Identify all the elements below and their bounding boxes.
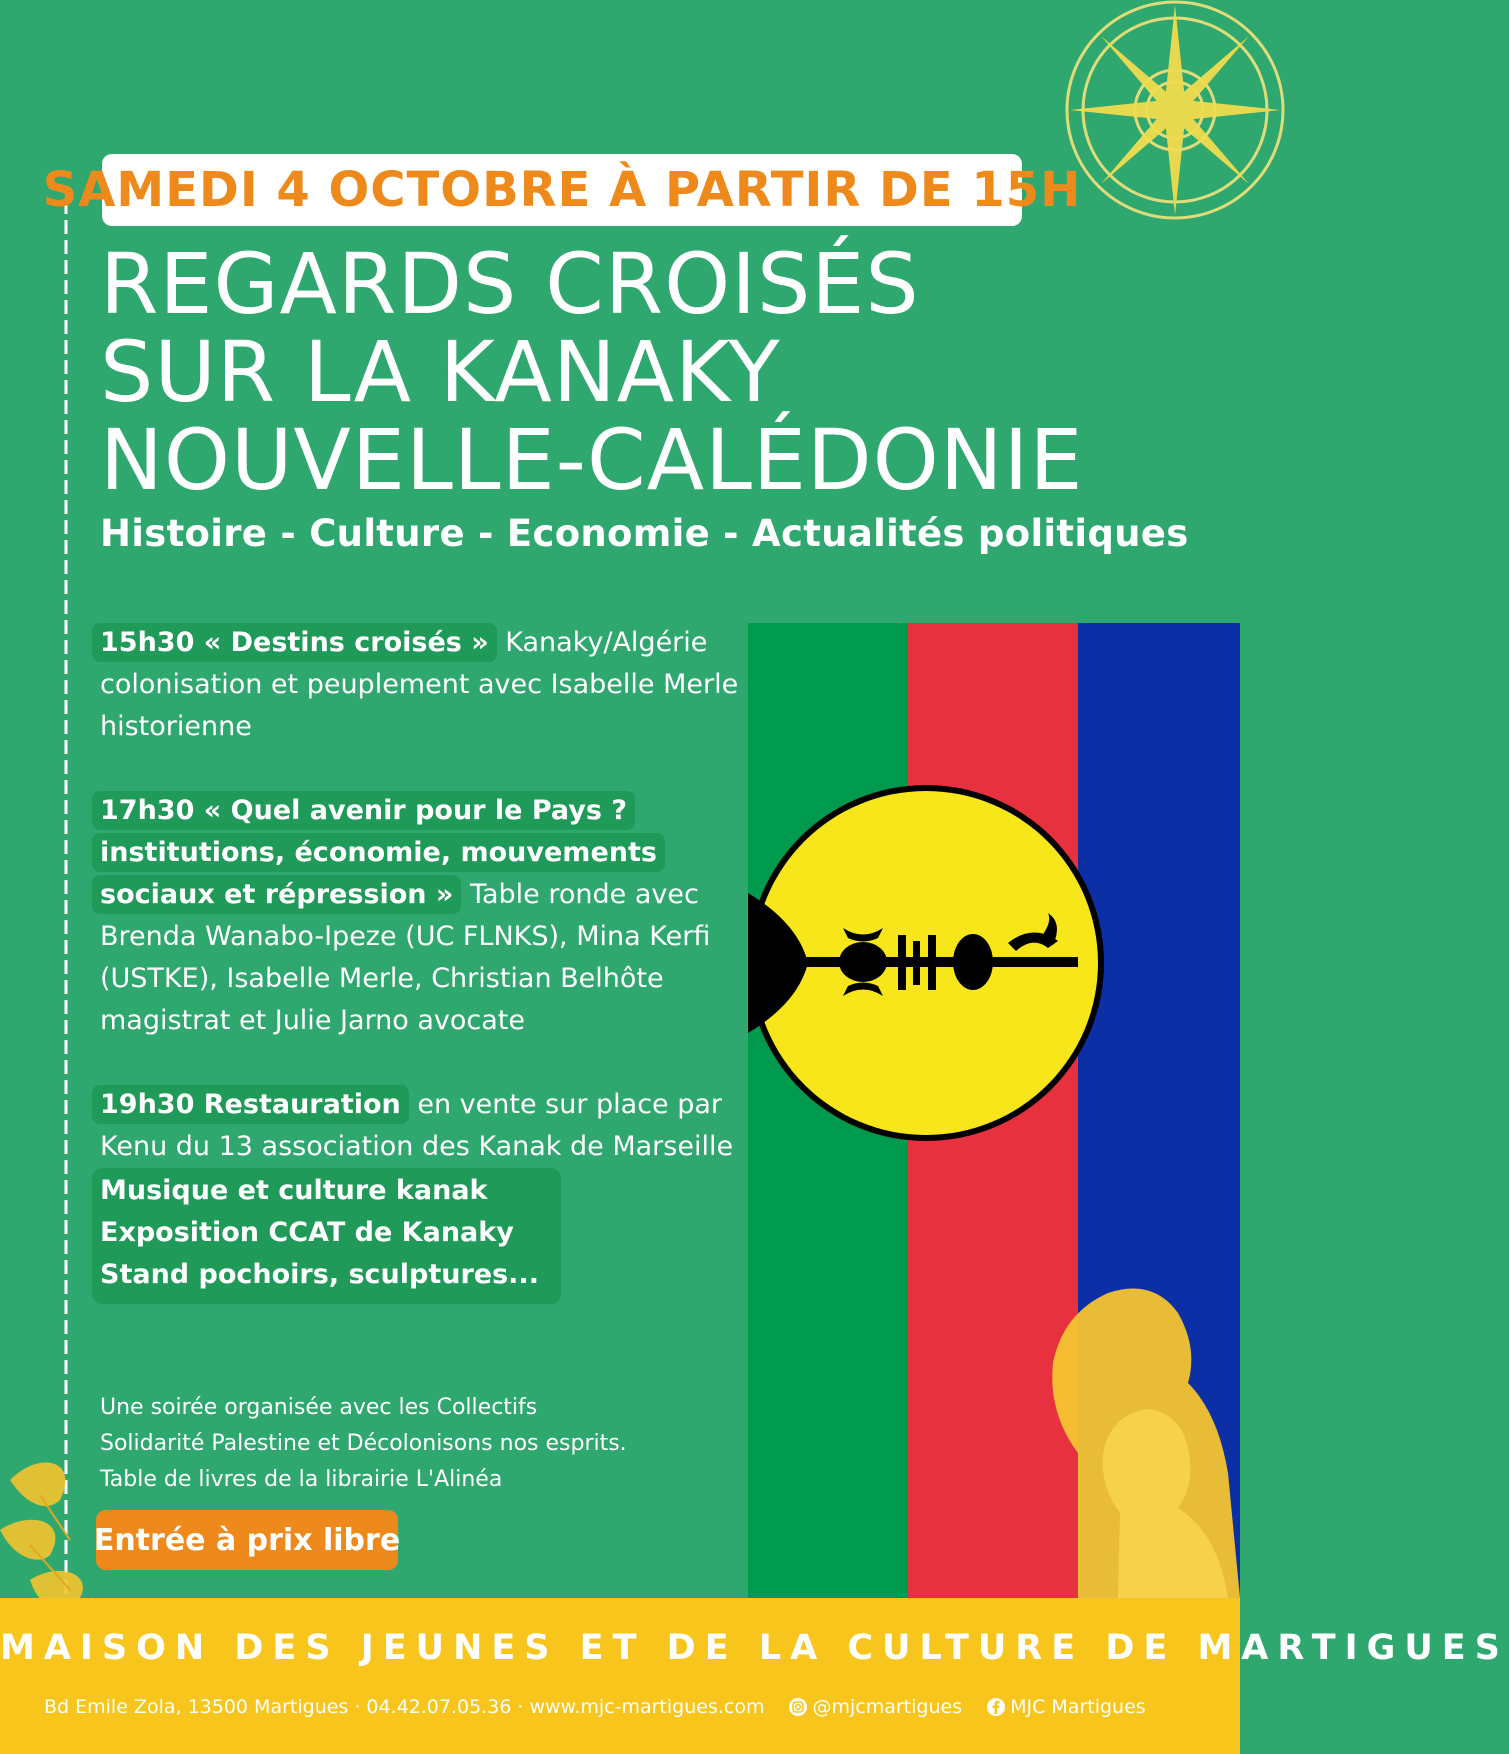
footnote-line-2: Solidarité Palestine et Décolonisons nos esprits. — [100, 1431, 627, 1456]
program-item-2 — [100, 790, 740, 1042]
program-item-3 — [100, 1084, 740, 1168]
event-subtitle: Histoire - Culture - Economie - Actualités politiques — [100, 512, 1189, 555]
activities-list — [92, 1168, 561, 1304]
program-item-2-heading: 17h30 « Quel avenir pour le Pays ? institutions, économie, mouvements sociaux et répression » — [92, 791, 665, 914]
facebook-page: MJC Martigues — [1010, 1696, 1146, 1718]
website-link[interactable]: www.mjc-martigues.com — [529, 1696, 765, 1718]
address: Bd Emile Zola, 13500 Martigues — [44, 1696, 349, 1718]
instagram-icon — [788, 1697, 808, 1717]
facebook-link[interactable] — [986, 1696, 1146, 1718]
program-item-3-text: en vente sur place par Kenu du 13 association des Kanak de Marseille — [100, 1089, 734, 1162]
title-line-1: REGARDS CROISÉS — [100, 235, 920, 333]
organization-name: MAISON DES JEUNES ET DE LA CULTURE DE MARTIGUES — [0, 1628, 1509, 1668]
activity-item: Stand pochoirs, sculptures... — [100, 1259, 539, 1290]
instagram-handle: @mjcmartigues — [812, 1696, 963, 1718]
program — [100, 622, 740, 1304]
instagram-link[interactable] — [788, 1696, 962, 1718]
title-line-3: NOUVELLE-CALÉDONIE — [100, 411, 1084, 509]
date-banner — [42, 154, 1082, 226]
activity-item: Musique et culture kanak — [100, 1175, 488, 1206]
dotted-divider — [62, 200, 70, 1600]
footer — [0, 1598, 1509, 1754]
separator: · — [517, 1696, 524, 1718]
contact-info — [44, 1696, 1214, 1718]
price-badge — [93, 1510, 401, 1570]
kanaky-flag — [748, 623, 1240, 1598]
separator: · — [354, 1696, 361, 1718]
program-item-1 — [100, 622, 740, 748]
program-item-1-text: Kanaky/Algérie colonisation et peuplement avec Isabelle Merle historienne — [100, 627, 739, 742]
footnote — [100, 1390, 740, 1498]
event-title — [100, 235, 1100, 509]
activity-item: Exposition CCAT de Kanaky — [100, 1217, 514, 1248]
phone: 04.42.07.05.36 — [366, 1696, 512, 1718]
price-text: Entrée à prix libre — [93, 1522, 401, 1558]
footnote-line-1: Une soirée organisée avec les Collectifs — [100, 1395, 538, 1420]
program-item-2-text: Table ronde avec Brenda Wanabo-Ipeze (UC FLNKS), Mina Kerfi (USTKE), Isabelle Merle, Christian Belhôte magistrat et Julie Jarno avocate — [100, 879, 711, 1036]
title-line-2: SUR LA KANAKY — [100, 323, 781, 421]
event-date: SAMEDI 4 OCTOBRE À PARTIR DE 15H — [42, 162, 1082, 218]
facebook-icon — [986, 1697, 1006, 1717]
footnote-line-3: Table de livres de la librairie L'Alinéa — [100, 1467, 503, 1492]
program-item-3-heading: 19h30 Restauration — [92, 1085, 409, 1124]
program-item-1-heading: 15h30 « Destins croisés » — [92, 623, 497, 662]
